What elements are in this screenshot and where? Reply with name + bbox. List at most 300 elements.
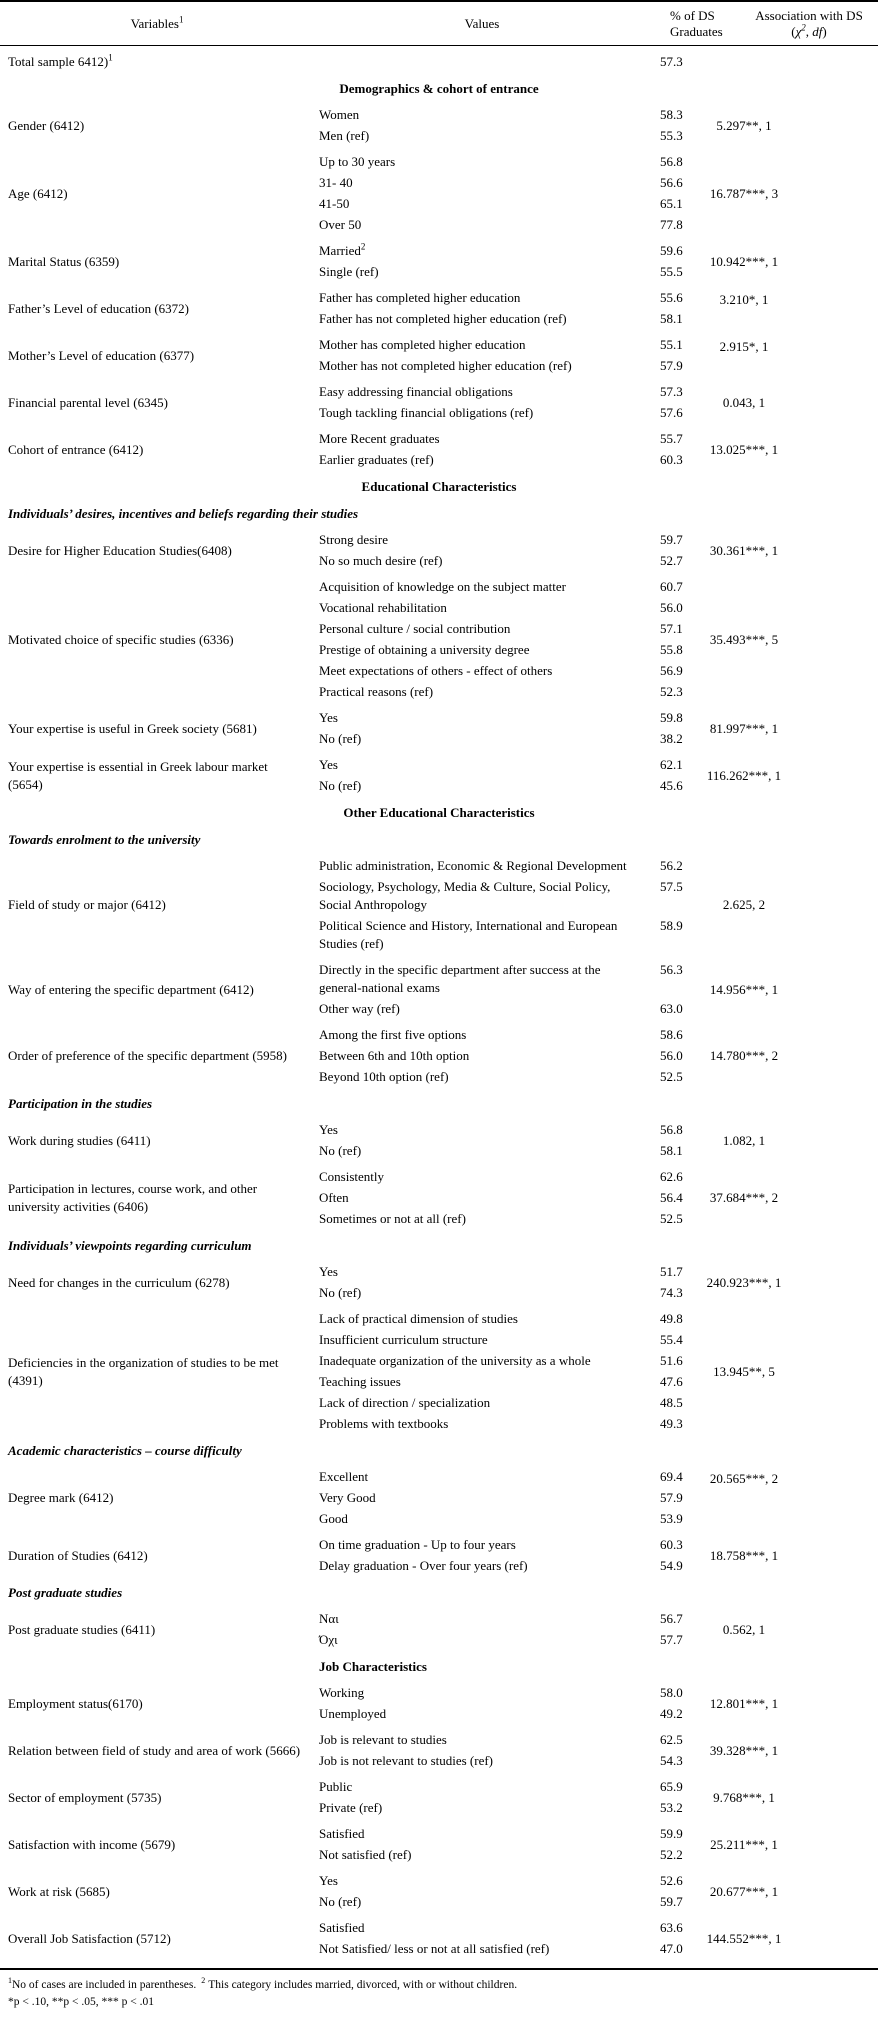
value-text: Inadequate organization of the university as a whole [319, 1353, 591, 1368]
pct-value: 49.2 [660, 1706, 683, 1721]
value-row [314, 1630, 700, 1651]
variable-text: Field of study or major (6412) [8, 897, 166, 912]
pct-value: 65.9 [660, 1779, 683, 1794]
value-text: No (ref) [319, 1894, 362, 1909]
variable-label [8, 896, 166, 914]
value-label [314, 777, 629, 795]
value-text: Consistently [319, 1169, 385, 1184]
variable-label [8, 1695, 143, 1713]
value-label [314, 106, 629, 124]
variable-text: Order of preference of the specific department (5958) [8, 1048, 287, 1063]
value-label [314, 1778, 629, 1796]
table-group-row [0, 332, 878, 379]
value-label [314, 756, 629, 774]
variable-text: Work at risk (5685) [8, 1883, 110, 1899]
value-label [314, 195, 629, 213]
value-row [314, 708, 700, 729]
pct-value: 57.9 [660, 1490, 683, 1505]
value-row [314, 1871, 700, 1892]
variable-text: Employment status(6170) [8, 1695, 143, 1711]
pct-value: 54.9 [660, 1558, 683, 1573]
value-row [314, 729, 700, 750]
value-row [314, 173, 700, 194]
value-text: Vocational rehabilitation [319, 600, 447, 615]
value-label [314, 174, 629, 192]
table-group-row [0, 1680, 878, 1727]
value-label [314, 552, 629, 570]
variable-label [8, 1274, 230, 1292]
value-text: Beyond 10th option (ref) [319, 1069, 449, 1084]
stat-value: 13.025***, 1 [709, 441, 779, 457]
values-cell [314, 1467, 700, 1530]
table-group-row [0, 752, 878, 799]
values-cell [314, 1871, 700, 1913]
value-label [314, 1731, 629, 1749]
value-label [314, 1919, 629, 1937]
value-row [314, 1351, 700, 1372]
value-text: Job is relevant to studies [319, 1732, 447, 1747]
pct-value: 63.0 [660, 1001, 683, 1016]
value-label [314, 857, 629, 875]
value-label [314, 1047, 629, 1065]
value-row [314, 856, 700, 877]
value-row [314, 1824, 700, 1845]
table-group-row [0, 426, 878, 473]
subsection-header: Academic characteristics – course difficulty [8, 1443, 242, 1458]
pct-value: 55.4 [660, 1332, 683, 1347]
pct-value: 56.8 [660, 154, 683, 169]
pct-value: 58.9 [660, 918, 683, 933]
pct-value: 59.6 [660, 243, 683, 258]
variable-text: Age (6412) [8, 185, 68, 201]
stat-cell [700, 1535, 878, 1577]
table-group-row [0, 1868, 878, 1915]
stat-cell [700, 152, 878, 236]
value-row [314, 52, 700, 73]
variable-label [8, 1930, 171, 1948]
variable-label [8, 185, 68, 203]
stat-value: 2.915*, 1 [719, 338, 769, 354]
value-label [314, 216, 629, 234]
stat-value: 20.677***, 1 [709, 1883, 779, 1899]
stat-value: 0.562, 1 [722, 1621, 766, 1637]
stat-value: 25.211***, 1 [710, 1836, 778, 1852]
value-text: 31- 40 [319, 175, 353, 190]
value-row [314, 598, 700, 619]
variable-label [8, 542, 232, 560]
value-text: Insufficient curriculum structure [319, 1332, 488, 1347]
value-row [314, 1067, 700, 1088]
values-cell [314, 1167, 700, 1230]
variable-text: Satisfaction with income (5679) [8, 1836, 176, 1852]
value-label [314, 917, 629, 953]
value-label [314, 578, 629, 596]
pct-value: 62.6 [660, 1169, 683, 1184]
variable-text: Participation in lectures, course work, and other university activities (6406) [8, 1181, 258, 1214]
value-row [314, 1509, 700, 1530]
variable-text: Total sample 6412) [8, 54, 109, 69]
value-text: Not Satisfied/ less or not at all satisfied (ref) [319, 1941, 550, 1956]
section-header: Demographics & cohort of entrance [339, 81, 539, 96]
pct-value: 56.2 [660, 858, 683, 873]
value-label [314, 620, 629, 638]
table-group-row [0, 1164, 878, 1232]
value-label [314, 53, 629, 71]
pct-value: 52.5 [660, 1211, 683, 1226]
value-text: No (ref) [319, 1143, 362, 1158]
pct-value: 57.3 [660, 54, 683, 69]
stat-cell [700, 1730, 878, 1772]
stat-value: 240.923***, 1 [706, 1274, 782, 1290]
value-label [314, 730, 629, 748]
table-group-row [0, 238, 878, 285]
value-text: Yes [319, 1873, 338, 1888]
stat-value: 13.945**, 5 [713, 1363, 775, 1379]
value-label [314, 451, 629, 469]
pct-value: 55.5 [660, 264, 683, 279]
pct-value: 57.6 [660, 405, 683, 420]
value-row [314, 1683, 700, 1704]
value-label [314, 1631, 629, 1649]
paren-open: ( [791, 24, 796, 39]
values-cell [314, 1918, 700, 1960]
value-row [314, 1283, 700, 1304]
variable-cell [0, 382, 314, 424]
value-row [314, 126, 700, 147]
value-label [314, 1940, 629, 1958]
value-text: Yes [319, 710, 338, 725]
variable-text: Gender (6412) [8, 117, 85, 133]
value-row [314, 1535, 700, 1556]
variable-cell [0, 52, 314, 73]
stat-cell [700, 1777, 878, 1819]
table-group-row [0, 1259, 878, 1306]
stat-cell [700, 1309, 878, 1435]
variable-cell [0, 288, 314, 330]
table-group-row [0, 1117, 878, 1164]
value-label [314, 1210, 629, 1228]
variable-text: Desire for Higher Education Studies(6408) [8, 542, 232, 558]
value-text: Mother has not completed higher education (ref) [319, 358, 572, 373]
pct-value: 59.8 [660, 710, 683, 725]
value-row [314, 1025, 700, 1046]
value-text: Public [319, 1779, 353, 1794]
variable-cell [0, 1309, 314, 1435]
pct-value: 55.7 [660, 431, 683, 446]
value-label [314, 242, 629, 260]
value-row [314, 1609, 700, 1630]
value-row [314, 1918, 700, 1939]
value-label [314, 1310, 629, 1328]
values-cell [314, 382, 700, 424]
stat-cell [700, 241, 878, 283]
value-text: Often [319, 1190, 349, 1205]
stat-value: 3.210*, 1 [719, 291, 769, 307]
variable-label [8, 1883, 110, 1901]
value-label [314, 404, 629, 422]
value-row [314, 356, 700, 377]
stat-cell [700, 960, 878, 1020]
stat-value: 39.328***, 1 [709, 1742, 779, 1758]
column-header-values [314, 8, 650, 40]
value-row [314, 577, 700, 598]
value-label [314, 599, 629, 617]
value-label [314, 1121, 629, 1139]
table-group-row [0, 149, 878, 238]
value-text: Political Science and History, International and European Studies (ref) [319, 918, 618, 951]
value-text: Very Good [319, 1490, 376, 1505]
variable-cell [0, 960, 314, 1020]
value-text: Problems with textbooks [319, 1416, 449, 1431]
stat-value: 30.361***, 1 [709, 542, 779, 558]
value-row [314, 1730, 700, 1751]
value-text: Delay graduation - Over four years (ref) [319, 1558, 528, 1573]
table-body [0, 46, 878, 1970]
value-text: Sociology, Psychology, Media & Culture, Social Policy, Social Anthropology [319, 879, 611, 912]
table-group-row [0, 957, 878, 1022]
value-text: Ναι [319, 1611, 339, 1626]
variable-label [8, 1489, 113, 1507]
variable-label [8, 53, 113, 71]
variable-cell [0, 241, 314, 283]
pct-value: 51.7 [660, 1264, 683, 1279]
value-label [314, 1846, 629, 1864]
variable-label [8, 1742, 300, 1760]
value-label [314, 383, 629, 401]
value-text: Yes [319, 1264, 338, 1279]
value-row [314, 1892, 700, 1913]
value-row [314, 960, 700, 999]
stat-cell [700, 1824, 878, 1866]
table-group-row [0, 853, 878, 957]
variable-label [8, 347, 194, 365]
pct-value: 57.7 [660, 1632, 683, 1647]
value-row [314, 1393, 700, 1414]
value-label [314, 336, 629, 354]
pct-value: 52.3 [660, 684, 683, 699]
pct-value: 54.3 [660, 1753, 683, 1768]
stat-cell [700, 288, 878, 330]
stat-cell [700, 52, 878, 73]
stat-cell [700, 1120, 878, 1162]
value-row [314, 877, 700, 916]
column-header-pct-ds-graduates [650, 8, 723, 40]
pct-value: 56.4 [660, 1190, 683, 1205]
pct-value: 56.7 [660, 1611, 683, 1626]
variable-label [8, 441, 143, 459]
stat-cell [700, 105, 878, 147]
value-text: Public administration, Economic & Regional Development [319, 858, 627, 873]
variable-text: Father’s Level of education (6372) [8, 300, 189, 316]
variable-cell [0, 1777, 314, 1819]
table-group-row [0, 1306, 878, 1437]
stat-cell [700, 1467, 878, 1530]
value-text: Satisfied [319, 1920, 365, 1935]
value-label [314, 878, 629, 914]
variable-cell [0, 1730, 314, 1772]
value-row [314, 1777, 700, 1798]
value-row [314, 1141, 700, 1162]
variable-text: Duration of Studies (6412) [8, 1547, 148, 1563]
association-header-line2 [740, 24, 878, 40]
variable-label [8, 1789, 161, 1807]
stat-value: 14.780***, 2 [709, 1048, 779, 1063]
values-cell [314, 1824, 700, 1866]
superscript: 1 [108, 52, 113, 63]
values-cell [314, 152, 700, 236]
subsection-header: Participation in the studies [8, 1096, 153, 1111]
stat-cell [700, 1918, 878, 1960]
value-row [314, 194, 700, 215]
pct-value: 55.1 [660, 337, 683, 352]
value-label [314, 961, 629, 997]
variable-text: Sector of employment (5735) [8, 1789, 162, 1805]
value-label [314, 1684, 629, 1702]
value-text: Meet expectations of others - effect of others [319, 663, 553, 678]
table-group-row [0, 102, 878, 149]
stat-cell [700, 755, 878, 797]
stat-cell [700, 382, 878, 424]
stat-value: 5.297**, 1 [716, 117, 772, 133]
variable-text: Motivated choice of specific studies (6336) [8, 631, 234, 647]
value-text: Up to 30 years [319, 154, 396, 169]
table-group-row [0, 1022, 878, 1090]
value-label [314, 1799, 629, 1817]
value-label [314, 1352, 629, 1370]
stat-cell [700, 708, 878, 750]
pct-value: 65.1 [660, 196, 683, 211]
value-label [314, 1263, 629, 1281]
pct-value: 53.2 [660, 1800, 683, 1815]
variable-cell [0, 1467, 314, 1530]
pct-header-line1: % of DS [670, 8, 715, 23]
value-label [314, 1284, 629, 1302]
pct-value: 74.3 [660, 1285, 683, 1300]
pct-value: 56.8 [660, 1122, 683, 1137]
value-text: Single (ref) [319, 264, 379, 279]
superscript: 2 [360, 241, 366, 252]
stat-value: 37.684***, 2 [709, 1190, 779, 1205]
value-label [314, 1415, 629, 1433]
column-header-variables [0, 8, 314, 40]
value-text: On time graduation - Up to four years [319, 1537, 516, 1552]
value-label [314, 641, 629, 659]
stat-value: 0.043, 1 [722, 394, 766, 410]
value-row [314, 1704, 700, 1725]
value-row [314, 288, 700, 309]
footnotes [0, 1970, 878, 2021]
pct-value: 58.6 [660, 1027, 683, 1042]
value-label [314, 289, 629, 307]
value-row [314, 1798, 700, 1819]
pct-value: 56.6 [660, 175, 683, 190]
value-label [314, 1557, 629, 1575]
value-text: Father has completed higher education [319, 290, 521, 305]
variables-label: Variables [130, 16, 179, 31]
value-row [314, 682, 700, 703]
stat-value: 116.262***, 1 [706, 767, 782, 783]
pct-value: 58.1 [660, 1143, 683, 1158]
variable-cell [0, 1535, 314, 1577]
value-text: Working [319, 1685, 365, 1700]
pct-value: 52.6 [660, 1873, 683, 1888]
value-row [314, 999, 700, 1020]
value-text: Acquisition of knowledge on the subject matter [319, 579, 566, 594]
value-text: Tough tackling financial obligations (ref) [319, 405, 534, 420]
value-row [314, 640, 700, 661]
superscript: 1 [178, 14, 184, 25]
value-label [314, 1705, 629, 1723]
stat-cell [700, 577, 878, 703]
values-cell [314, 1025, 700, 1088]
value-row [314, 1845, 700, 1866]
pct-value: 53.9 [660, 1511, 683, 1526]
pct-value: 38.2 [660, 731, 683, 746]
footnote-1-text: No of cases are included in parentheses. [12, 1979, 197, 1991]
pct-value: 56.9 [660, 663, 683, 678]
variable-cell [0, 1025, 314, 1088]
variable-cell [0, 1824, 314, 1866]
pct-value: 55.8 [660, 642, 683, 657]
stat-cell [700, 1025, 878, 1088]
variable-label [8, 300, 189, 318]
value-label [314, 1000, 629, 1018]
variable-text: Degree mark (6412) [8, 1490, 114, 1505]
stat-cell [700, 335, 878, 377]
pct-value: 69.4 [660, 1469, 683, 1484]
variable-label [8, 1354, 304, 1390]
stat-cell [700, 1871, 878, 1913]
variable-cell [0, 1262, 314, 1304]
variable-label [8, 1621, 155, 1639]
stat-cell [700, 1609, 878, 1651]
subsection-header: Towards enrolment to the university [8, 832, 201, 847]
variable-text: Post graduate studies (6411) [8, 1621, 156, 1637]
table-group-row [0, 1606, 878, 1653]
variable-text: Marital Status (6359) [8, 253, 120, 269]
value-label [314, 683, 629, 701]
variable-label [8, 253, 119, 271]
value-row [314, 152, 700, 173]
value-text: Yes [319, 757, 338, 772]
pct-value: 52.7 [660, 553, 683, 568]
value-row [314, 1167, 700, 1188]
value-text: Mother has completed higher education [319, 337, 526, 352]
value-label [314, 1610, 629, 1628]
stat-value: 144.552***, 1 [706, 1930, 782, 1946]
pct-header-line2: Graduates [670, 24, 723, 39]
value-text: Married [319, 243, 361, 258]
value-row [314, 1488, 700, 1509]
value-text: Directly in the specific department after success at the general-national exams [319, 962, 601, 995]
variable-cell [0, 1683, 314, 1725]
pct-value: 57.9 [660, 358, 683, 373]
value-label [314, 1825, 629, 1843]
superscript: 1 [8, 1976, 12, 1986]
values-cell [314, 530, 700, 572]
pct-value: 59.7 [660, 532, 683, 547]
stat-cell [700, 1683, 878, 1725]
variable-text: Deficiencies in the organization of studies to be met (4391) [8, 1354, 279, 1388]
value-text: Between 6th and 10th option [319, 1048, 470, 1063]
stat-value: 35.493***, 5 [709, 631, 779, 647]
pct-value: 57.1 [660, 621, 683, 636]
pct-value: 51.6 [660, 1353, 683, 1368]
values-cell [314, 105, 700, 147]
chi-symbol: χ [795, 24, 802, 39]
pct-value: 57.5 [660, 879, 683, 894]
values-cell [314, 1535, 700, 1577]
